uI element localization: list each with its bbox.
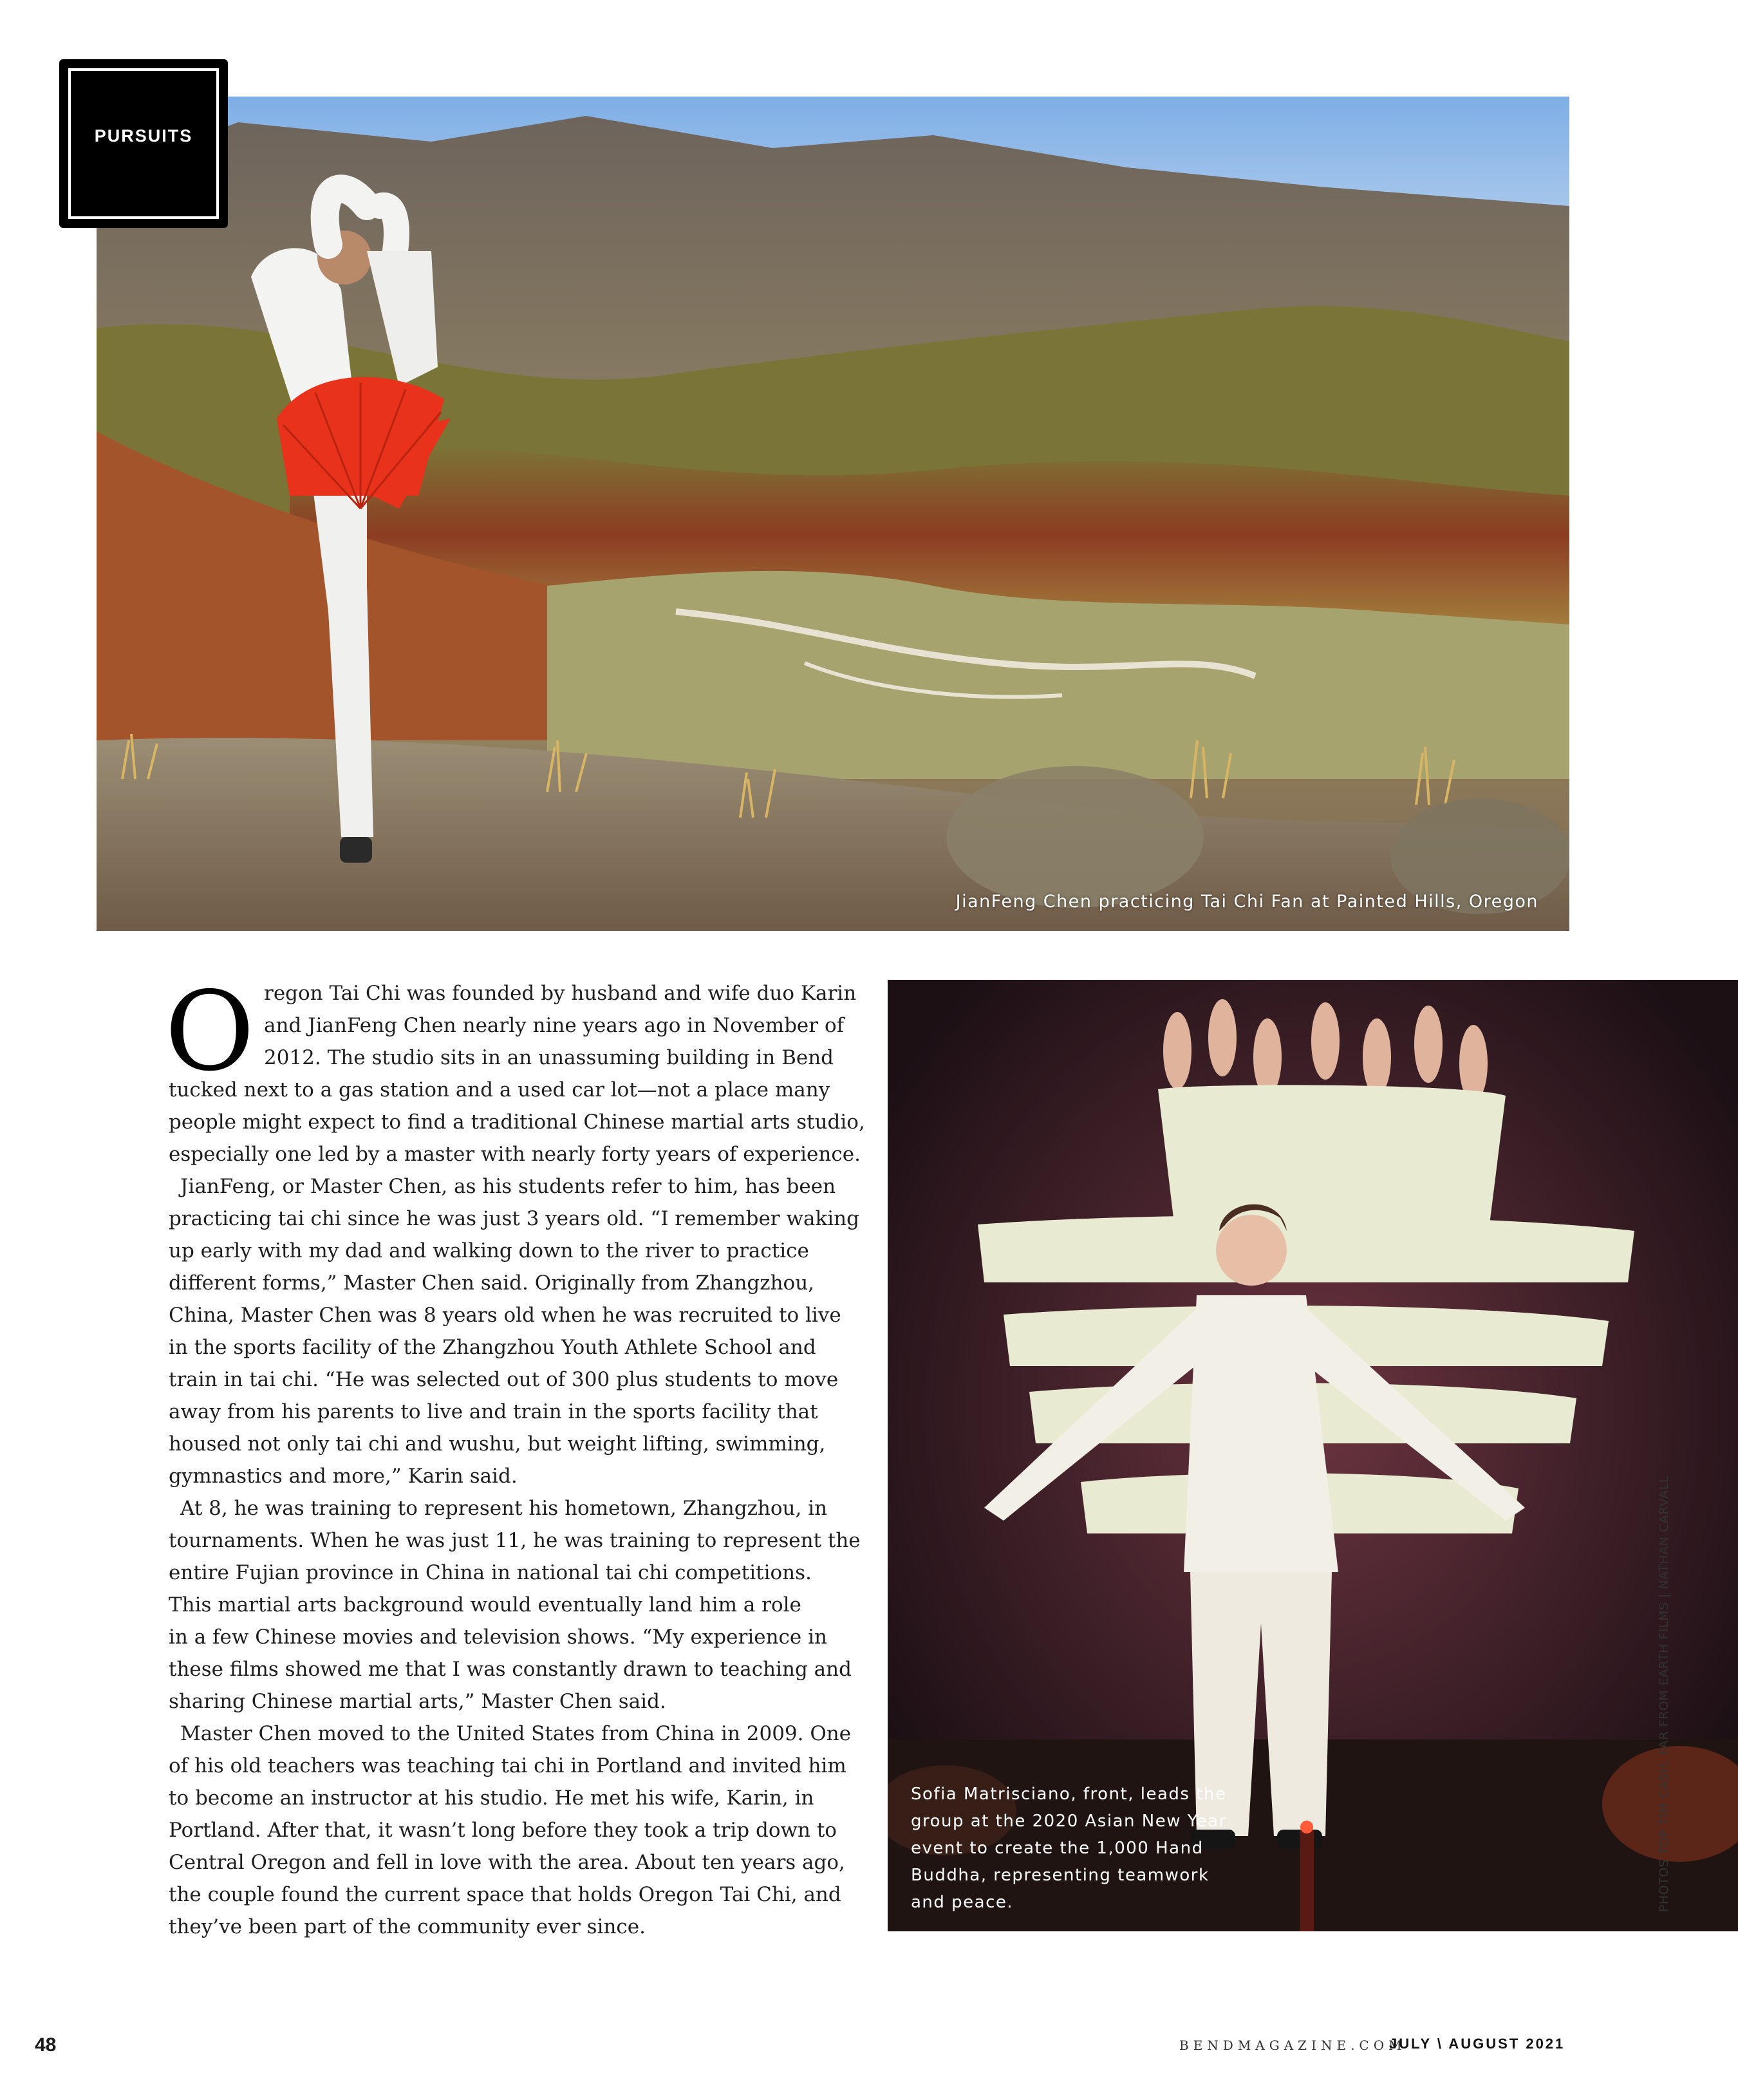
footer-issue: JULY \ AUGUST 2021 — [1389, 2036, 1565, 2052]
article-line: gymnastics and more,” Karin said. — [169, 1465, 518, 1488]
article-line: and JianFeng Chen nearly nine years ago in November of — [264, 1014, 845, 1037]
article-line: regon Tai Chi was founded by husband and wife duo Karin — [264, 982, 857, 1005]
article-paragraph-1 — [169, 977, 865, 1170]
article-line: away from his parents to live and train in the sports facility that — [169, 1400, 818, 1423]
article-line: Portland. After that, it wasn’t long before they took a trip down to — [169, 1819, 837, 1842]
footer-site: BENDMAGAZINE.COM — [1179, 2038, 1406, 2053]
caption-line: group at the 2020 Asian New Year — [911, 1812, 1227, 1831]
article-line: 2012. The studio sits in an unassuming building in Bend — [264, 1046, 834, 1069]
article-line: practicing tai chi since he was just 3 years old. “I remember waking — [169, 1207, 859, 1230]
article-line: JianFeng, or Master Chen, as his students refer to him, has been — [180, 1175, 836, 1198]
caption-line: Sofia Matrisciano, front, leads the — [911, 1785, 1227, 1804]
article-line: different forms,” Master Chen said. Originally from Zhangzhou, — [169, 1271, 815, 1295]
caption-line: and peace. — [911, 1893, 1014, 1912]
section-tag-label: PURSUITS — [94, 126, 193, 145]
article-line: in the sports facility of the Zhangzhou Youth Athlete School and — [169, 1336, 816, 1359]
performance-photo — [888, 980, 1738, 1931]
article-line: up early with my dad and walking down to the river to practice — [169, 1239, 809, 1262]
article-line: they’ve been part of the community ever since. — [169, 1915, 646, 1938]
article-line: train in tai chi. “He was selected out of 300 plus students to move — [169, 1368, 839, 1391]
photo-credit: PHOTOS TOP TIM CASH, FAR FROM EARTH FILMS | NATHAN CARVALL — [1657, 1476, 1671, 1912]
article-paragraph-2 — [169, 1170, 859, 1492]
article-line: China, Master Chen was 8 years old when he was recruited to live — [169, 1304, 841, 1327]
article-line: people might expect to find a traditional Chinese martial arts studio, — [169, 1111, 865, 1134]
article-line: sharing Chinese martial arts,” Master Chen said. — [169, 1690, 666, 1713]
article-line: especially one led by a master with nearly forty years of experience. — [169, 1143, 861, 1166]
caption-line: Buddha, representing teamwork — [911, 1866, 1210, 1885]
article-line: entire Fujian province in China in national tai chi competitions. — [169, 1561, 812, 1584]
article-body — [165, 968, 865, 1943]
section-tag — [59, 59, 228, 228]
article-line: Central Oregon and fell in love with the area. About ten years ago, — [169, 1851, 845, 1874]
article-line: Master Chen moved to the United States from China in 2009. One — [180, 1722, 852, 1745]
article-line: in a few Chinese movies and television shows. “My experience in — [169, 1626, 827, 1649]
drop-cap: O — [165, 968, 255, 1096]
hero-photo-illustration — [97, 97, 1569, 931]
performance-caption — [911, 1781, 1227, 1916]
article-line: the couple found the current space that holds Oregon Tai Chi, and — [169, 1883, 841, 1906]
article-line: At 8, he was training to represent his hometown, Zhangzhou, in — [180, 1497, 828, 1520]
hero-photo — [97, 97, 1569, 931]
article-line: of his old teachers was teaching tai chi in Portland and invited him — [169, 1754, 846, 1777]
article-line: tournaments. When he was just 11, he was training to represent the — [169, 1529, 861, 1552]
article-line: tucked next to a gas station and a used car lot—not a place many — [169, 1078, 830, 1102]
page-number: 48 — [35, 2034, 57, 2056]
article-paragraph-3 — [169, 1492, 861, 1718]
hero-caption: JianFeng Chen practicing Tai Chi Fan at Painted Hills, Oregon — [955, 892, 1538, 912]
article-paragraph-4 — [169, 1718, 852, 1943]
article-line: housed not only tai chi and wushu, but weight lifting, swimming, — [169, 1432, 826, 1456]
caption-line: event to create the 1,000 Hand — [911, 1839, 1204, 1858]
article-line: these films showed me that I was constantly drawn to teaching and — [169, 1658, 852, 1681]
article-line: This martial arts background would eventually land him a role — [169, 1593, 801, 1617]
article-line: to become an instructor at his studio. He met his wife, Karin, in — [169, 1786, 814, 1810]
